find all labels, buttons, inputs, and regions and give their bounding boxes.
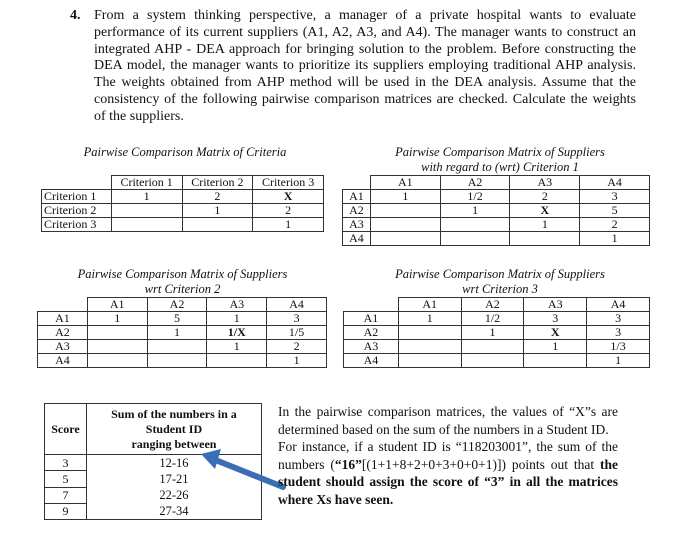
row-label: A4 xyxy=(343,232,371,246)
cell: 1 xyxy=(398,312,461,326)
cell xyxy=(398,354,461,368)
cell-x: X xyxy=(253,190,324,204)
cell xyxy=(87,326,147,340)
row-label: A3 xyxy=(343,218,371,232)
cell: 3 xyxy=(587,326,650,340)
cell xyxy=(87,340,147,354)
cell: 1 xyxy=(461,326,524,340)
cell xyxy=(182,218,253,232)
c2-header: A4 xyxy=(267,298,327,312)
cell: 1 xyxy=(147,326,207,340)
explanation-p2: For instance, if a student ID is “118203001”, the sum of the numbers (“16”[(1+1+8+2+0+3+0+0+1)]) points out that the student should assign the score of “3” in all the matrices where Xs have seen. xyxy=(278,439,618,507)
cell xyxy=(510,232,580,246)
c1-header: A4 xyxy=(580,176,650,190)
cell: 1/2 xyxy=(461,312,524,326)
c1-header: A3 xyxy=(510,176,580,190)
cell xyxy=(370,218,440,232)
cell: 3 xyxy=(587,312,650,326)
cell: 2 xyxy=(253,204,324,218)
cell-x: X xyxy=(524,326,587,340)
criteria-header: Criterion 3 xyxy=(253,176,324,190)
score-value: 3 xyxy=(45,455,87,471)
cell: 3 xyxy=(267,312,327,326)
cell: 1/2 xyxy=(440,190,510,204)
range-value: 12-16 xyxy=(159,456,189,470)
cell: 1 xyxy=(524,340,587,354)
cell xyxy=(440,232,510,246)
cell xyxy=(398,326,461,340)
c2-matrix-caption: Pairwise Comparison Matrix of Suppliers wrt Criterion 2 xyxy=(77,267,288,296)
cell: 1 xyxy=(587,354,650,368)
cell xyxy=(111,204,182,218)
row-label: A1 xyxy=(343,190,371,204)
c2-header: A3 xyxy=(207,298,267,312)
row-label: A2 xyxy=(343,204,371,218)
row-label: A2 xyxy=(38,326,88,340)
row-label: Criterion 3 xyxy=(42,218,112,232)
row-label: A4 xyxy=(344,354,399,368)
criteria-header: Criterion 1 xyxy=(111,176,182,190)
cell: 1 xyxy=(370,190,440,204)
c3-matrix xyxy=(343,297,650,368)
cell xyxy=(461,354,524,368)
cell: 1/3 xyxy=(587,340,650,354)
criteria-header: Criterion 2 xyxy=(182,176,253,190)
c3-header: A2 xyxy=(461,298,524,312)
cell xyxy=(111,218,182,232)
cell: 1 xyxy=(182,204,253,218)
question-number: 4. xyxy=(70,8,81,23)
c2-header: A2 xyxy=(147,298,207,312)
cell: 2 xyxy=(510,190,580,204)
cell: 1 xyxy=(580,232,650,246)
cell: 1/5 xyxy=(267,326,327,340)
cell: 2 xyxy=(182,190,253,204)
c2-matrix xyxy=(37,297,327,368)
c1-header: A1 xyxy=(370,176,440,190)
c1-matrix-caption: Pairwise Comparison Matrix of Suppliers with regard to (wrt) Criterion 1 xyxy=(395,145,605,174)
cell: 1 xyxy=(87,312,147,326)
cell: 1 xyxy=(207,312,267,326)
cell: 2 xyxy=(580,218,650,232)
score-header: Score xyxy=(45,404,87,455)
cell xyxy=(440,218,510,232)
explanation-p1: In the pairwise comparison matrices, the values of “X”s are determined based on the sum of the numbers in a Student ID. xyxy=(278,404,618,437)
c3-header: A3 xyxy=(524,298,587,312)
cell xyxy=(207,354,267,368)
cell: 3 xyxy=(524,312,587,326)
row-label: Criterion 2 xyxy=(42,204,112,218)
range-value: 27-34 xyxy=(159,504,189,518)
c1-matrix xyxy=(342,175,650,246)
cell xyxy=(147,340,207,354)
cell xyxy=(524,354,587,368)
row-label: Criterion 1 xyxy=(42,190,112,204)
c3-matrix-caption: Pairwise Comparison Matrix of Suppliers wrt Criterion 3 xyxy=(395,267,605,296)
cell: 3 xyxy=(580,190,650,204)
score-value: 9 xyxy=(45,503,87,519)
cell: 1 xyxy=(253,218,324,232)
cell: 2 xyxy=(267,340,327,354)
cell-x: 1/X xyxy=(207,326,267,340)
cell: 1 xyxy=(440,204,510,218)
row-label: A3 xyxy=(344,340,399,354)
cell-x: X xyxy=(510,204,580,218)
score-value: 5 xyxy=(45,471,87,487)
cell: 1 xyxy=(267,354,327,368)
cell xyxy=(370,204,440,218)
cell xyxy=(147,354,207,368)
row-label: A1 xyxy=(344,312,399,326)
sum-header: Sum of the numbers in a Student ID ranging between xyxy=(86,404,261,455)
cell: 1 xyxy=(207,340,267,354)
c3-header: A1 xyxy=(398,298,461,312)
row-label: A4 xyxy=(38,354,88,368)
explanation-text xyxy=(278,403,618,508)
score-value: 7 xyxy=(45,487,87,503)
cell xyxy=(398,340,461,354)
cell: 5 xyxy=(580,204,650,218)
question-text: From a system thinking perspective, a manager of a private hospital wants to evaluate performance of its current suppliers (A1, A2, A3, and A4). The manager wants to construct an integrated AHP - DEA approach for bringing solution to the problem. Before constructing the DEA model, the manager wants to prioritize its suppliers employing traditional AHP analysis. The weights obtained from AHP method will be used in the DEA analysis. Assume that the consistency of the following pairwise comparison matrices are checked. Calculate the weights of the suppliers. xyxy=(94,8,636,124)
cell: 1 xyxy=(111,190,182,204)
c2-header: A1 xyxy=(87,298,147,312)
c1-header: A2 xyxy=(440,176,510,190)
cell xyxy=(461,340,524,354)
cell: 5 xyxy=(147,312,207,326)
criteria-matrix-caption: Pairwise Comparison Matrix of Criteria xyxy=(83,145,287,159)
cell: 1 xyxy=(510,218,580,232)
row-label: A1 xyxy=(38,312,88,326)
range-value: 22-26 xyxy=(159,488,189,502)
row-label: A3 xyxy=(38,340,88,354)
criteria-matrix xyxy=(41,175,324,232)
cell xyxy=(370,232,440,246)
row-label: A2 xyxy=(344,326,399,340)
c3-header: A4 xyxy=(587,298,650,312)
cell xyxy=(87,354,147,368)
range-value: 17-21 xyxy=(159,472,189,486)
